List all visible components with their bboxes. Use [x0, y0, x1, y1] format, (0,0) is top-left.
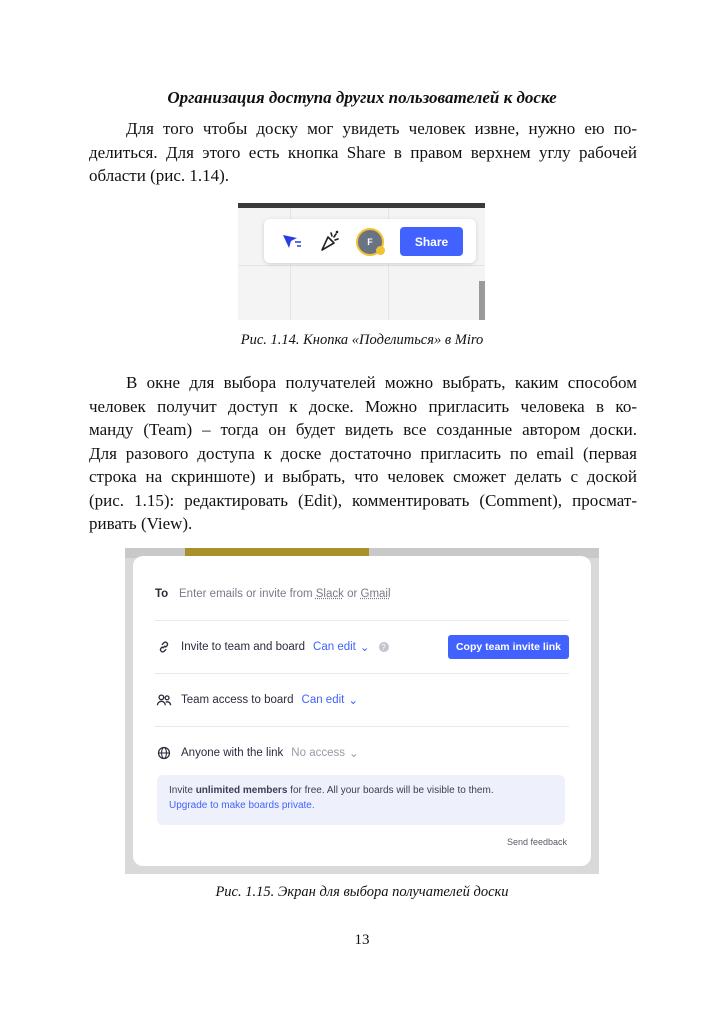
- invite-team-permission-dropdown[interactable]: [313, 640, 369, 654]
- copy-team-invite-link-button[interactable]: Copy team invite link: [448, 635, 569, 659]
- paragraph-line: Для того чтобы доску мог увидеть человек извне, нужно ею по-: [126, 119, 637, 138]
- email-placeholder: Enter emails or invite from: [179, 588, 316, 600]
- paragraph-line: В окне для выбора получателей можно выбрать, каким способом: [126, 373, 637, 392]
- grid-line: [238, 265, 485, 266]
- info-text: for free. All your boards will be visible to them.: [287, 785, 494, 796]
- window-top-bar: [238, 203, 485, 208]
- figure-share-dialog-screenshot: [125, 548, 599, 874]
- paragraph-line: манду (Team) – тогда он будет видеть все созданные автором доски.: [89, 420, 637, 439]
- invite-team-row: [155, 621, 569, 674]
- send-feedback-link[interactable]: Send feedback: [506, 837, 567, 847]
- help-icon[interactable]: ?: [379, 642, 389, 652]
- permission-value: Can edit: [313, 641, 356, 653]
- scrollbar[interactable]: [479, 281, 485, 320]
- user-avatar[interactable]: F: [356, 228, 384, 256]
- link-icon: [155, 639, 173, 655]
- chevron-down-icon: ⌄: [348, 695, 358, 707]
- paragraph-2: [89, 371, 637, 536]
- board-toolbar: [264, 219, 476, 263]
- gmail-link[interactable]: Gmail: [360, 588, 391, 600]
- globe-icon: [155, 745, 173, 761]
- chevron-down-icon: ⌄: [348, 748, 359, 760]
- invite-email-row[interactable]: [155, 568, 569, 621]
- link-access-row: [155, 727, 569, 779]
- team-access-label: Team access to board: [181, 694, 294, 706]
- figure-share-button-screenshot: [238, 203, 485, 320]
- or-text: or: [343, 588, 361, 600]
- invite-team-label: Invite to team and board: [181, 641, 306, 653]
- email-invite-input[interactable]: [179, 588, 391, 600]
- page-number: 13: [354, 932, 370, 948]
- paragraph-line: строка на скриншоте) и выбрать, что человек сможет делать с доской: [89, 467, 637, 486]
- board-background-accent: [185, 548, 369, 556]
- to-label: To: [155, 588, 169, 600]
- anyone-with-link-label: Anyone with the link: [181, 747, 284, 759]
- chevron-down-icon: ⌄: [359, 642, 370, 654]
- team-access-permission-dropdown[interactable]: [302, 693, 358, 707]
- permission-value: Can edit: [301, 694, 345, 706]
- link-permission-dropdown[interactable]: [291, 746, 358, 760]
- upgrade-link[interactable]: Upgrade to make boards private.: [169, 800, 315, 811]
- paragraph-line: (рис. 1.15): редактировать (Edit), комментировать (Comment), просмат-: [89, 490, 637, 510]
- reactions-cursor-icon[interactable]: [280, 229, 304, 253]
- paragraph-1: [89, 117, 637, 188]
- info-text: Invite: [169, 785, 196, 796]
- section-heading: Организация доступа других пользователей к доске: [167, 88, 557, 107]
- figure-caption: Рис. 1.14. Кнопка «Поделиться» в Miro: [240, 332, 484, 348]
- presence-badge-icon: [376, 246, 385, 255]
- share-button[interactable]: Share: [400, 227, 463, 256]
- celebrate-icon[interactable]: [318, 229, 342, 253]
- figure-caption: Рис. 1.15. Экран для выбора получателей доски: [215, 884, 509, 900]
- paragraph-line: делиться. Для этого есть кнопка Share в правом верхнем углу рабочей: [89, 142, 637, 162]
- paragraph-line: ривать (View).: [89, 514, 193, 533]
- permission-value: No access: [291, 747, 345, 759]
- paragraph-line: Для разового доступа к доске достаточно пригласить по email (первая: [89, 443, 637, 463]
- share-dialog: [133, 556, 591, 866]
- info-bold-text: unlimited members: [195, 785, 288, 796]
- slack-link[interactable]: Slack: [315, 588, 344, 600]
- team-icon: [155, 692, 173, 708]
- paragraph-line: области (рис. 1.14).: [89, 166, 230, 185]
- upgrade-info-box: [157, 775, 565, 825]
- team-access-row: [155, 674, 569, 727]
- paragraph-line: человек получит доступ к доске. Можно пригласить человека в ко-: [89, 396, 637, 416]
